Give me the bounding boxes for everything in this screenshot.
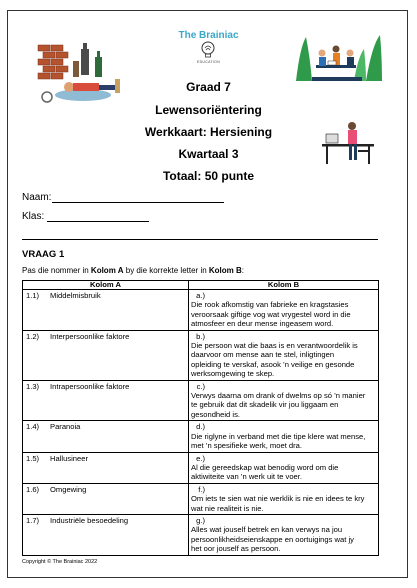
copyright-footer: Copyright © The Brainiac 2022 bbox=[22, 559, 98, 565]
column-a-term: Intrapersoonlike faktore bbox=[50, 381, 130, 391]
lightbulb-logo-icon bbox=[198, 40, 218, 60]
table-row bbox=[23, 421, 379, 452]
column-a-term: Middelmisbruik bbox=[50, 291, 101, 300]
column-b-definition: Alles wat jouself betrek en kan verwys na jou persoonlikheidseienskappe en oortuigings wat jy het oor jouself as persoon. bbox=[191, 525, 354, 554]
column-b-definition: Al die gereedskap wat benodig word om die aktiwiteite van ’n werk uit te voer. bbox=[191, 462, 339, 482]
column-a-term: Industriële besoedeling bbox=[50, 515, 129, 525]
item-number: 1.3) bbox=[26, 381, 40, 391]
column-b-definition: Om iets te sien wat nie werklik is nie en idees te kry wat nie realiteit is nie. bbox=[191, 494, 365, 513]
subject-title: Lewensoriëntering bbox=[155, 103, 262, 117]
table-row bbox=[23, 514, 379, 555]
table-row bbox=[23, 452, 379, 483]
item-letter: f.) bbox=[198, 484, 205, 494]
column-a-term: Hallusineer bbox=[50, 453, 88, 463]
item-letter: e.) bbox=[196, 453, 205, 463]
item-number: 1.5) bbox=[26, 453, 40, 463]
table-row bbox=[23, 290, 379, 331]
people-plants-illustration bbox=[292, 27, 386, 83]
table-row bbox=[23, 380, 379, 421]
column-a-term: Paranoia bbox=[50, 422, 81, 432]
grade-title: Graad 7 bbox=[186, 80, 231, 94]
class-field[interactable] bbox=[47, 221, 149, 222]
question-title: VRAAG 1 bbox=[22, 249, 65, 260]
substance-abuse-illustration bbox=[33, 35, 133, 110]
item-letter: d.) bbox=[196, 422, 205, 432]
item-letter: g.) bbox=[196, 515, 205, 525]
worksheet-title: Werkkaart: Hersiening bbox=[144, 125, 273, 139]
name-label: Naam: bbox=[22, 192, 52, 203]
table-row bbox=[23, 330, 379, 380]
column-a-header: Kolom A bbox=[23, 281, 189, 290]
matching-table bbox=[22, 280, 379, 556]
item-number: 1.4) bbox=[26, 422, 40, 432]
column-b-header: Kolom B bbox=[189, 281, 379, 290]
brand-name: The Brainiac bbox=[178, 30, 239, 41]
item-number: 1.1) bbox=[26, 291, 40, 300]
item-letter: c.) bbox=[196, 381, 205, 391]
column-b-definition: Die rook afkomstig van fabrieke en kragstasies veroorsaak giftige vog wat vrygestel word in die atmosfeer en deur mense ingeasem word. bbox=[191, 300, 351, 329]
column-b-definition: Verwys daarna om drank of dwelms op só ’n manier te gebruik dat dit skadelik vir jou liggaam en gesondheid is. bbox=[191, 391, 366, 419]
column-b-definition: Die riglyne in verband met die tipe klere wat mense, met ’n spesifieke werk, moet dra. bbox=[191, 431, 366, 451]
item-number: 1.7) bbox=[26, 515, 40, 525]
item-number: 1.2) bbox=[26, 331, 40, 341]
class-label: Klas: bbox=[22, 211, 45, 222]
question-instruction: Pas die nommer in Kolom A by die korrekte letter in Kolom B: bbox=[22, 266, 245, 275]
table-row bbox=[23, 483, 379, 514]
name-field[interactable] bbox=[52, 202, 224, 203]
column-b-definition: Die persoon wat die baas is en verantwoordelik is daarvoor om mense aan te stel, inligtingen opleiding te verskaf, asook ’n veilige en gesonde werksomgewing te skep. bbox=[191, 341, 358, 379]
item-number: 1.6) bbox=[26, 484, 40, 494]
column-a-term: Interpersoonlike faktore bbox=[50, 331, 130, 341]
term-title: Kwartaal 3 bbox=[178, 147, 239, 161]
column-a-term: Omgewing bbox=[50, 484, 87, 494]
divider bbox=[22, 239, 378, 240]
total-marks: Totaal: 50 punte bbox=[162, 169, 255, 183]
brand-subtitle: EDUCATION bbox=[196, 60, 221, 64]
item-letter: b.) bbox=[196, 331, 205, 341]
item-letter: a.) bbox=[196, 291, 205, 300]
